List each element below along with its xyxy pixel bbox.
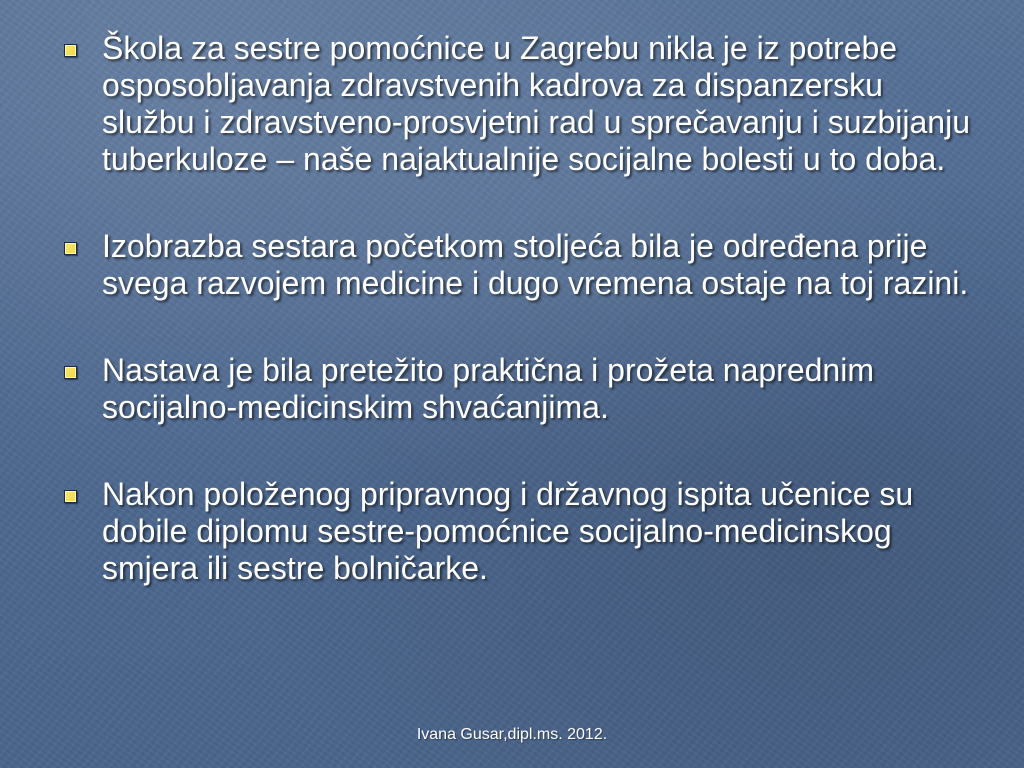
- slide-footer: Ivana Gusar,dipl.ms. 2012.: [416, 726, 608, 743]
- bullet-item: [60, 228, 980, 302]
- bullet-text: Nakon položenog pripravnog i državnog ispita učenice su dobile diplomu sestre-pomoćnice socijalno-medicinskog smjera ili sestre bolničarke.: [102, 476, 914, 586]
- bullet-item: [60, 30, 980, 178]
- bullet-text: Škola za sestre pomoćnice u Zagrebu nikla je iz potrebe osposobljavanja zdravstvenih kadrova za dispanzersku službu i zdravstveno-prosvjetni rad u sprečavanju i suzbijanju tuberkuloze – naše najaktualnije socijalne bolesti u to doba.: [102, 30, 970, 177]
- bullet-text: Izobrazba sestara početkom stoljeća bila je određena prije svega razvojem medicine i dugo vremena ostaje na toj razini.: [102, 228, 969, 301]
- bullet-item: [60, 476, 980, 587]
- bullet-item: [60, 352, 980, 426]
- square-bullet-icon: [64, 44, 77, 57]
- square-bullet-icon: [64, 366, 77, 379]
- bullet-list: [60, 30, 980, 587]
- square-bullet-icon: [64, 242, 77, 255]
- bullet-text: Nastava je bila pretežito praktična i prožeta naprednim socijalno-medicinskim shvaćanjima.: [102, 352, 874, 425]
- square-bullet-icon: [64, 490, 77, 503]
